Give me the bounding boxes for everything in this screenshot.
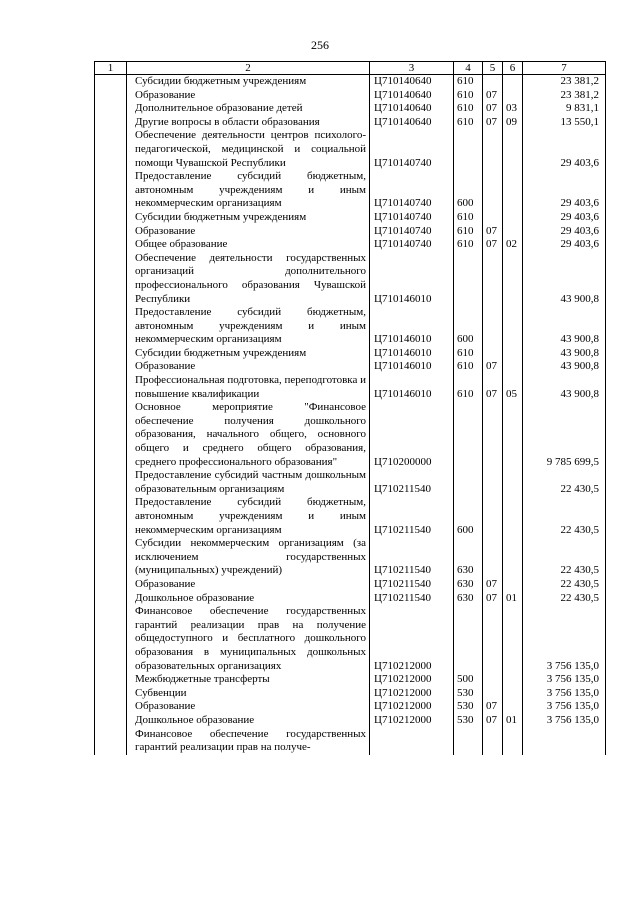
row-number-cell <box>95 592 127 606</box>
row-amount-cell: 22 430,5 <box>523 469 606 496</box>
row-name-cell: Предоставление субсидий бюджетным, автономным учреждениям и иным некоммерческим организациям <box>127 496 370 537</box>
row-amount-cell <box>523 728 606 755</box>
table-row <box>95 360 606 374</box>
row-name-cell: Субсидии бюджетным учреждениям <box>127 75 370 89</box>
row-section-cell: 07 <box>483 714 503 728</box>
row-expense-type-cell: 530 <box>454 700 483 714</box>
row-code-cell: Ц710146010 <box>370 374 454 401</box>
row-amount-cell: 29 403,6 <box>523 129 606 170</box>
row-number-cell <box>95 374 127 401</box>
row-number-cell <box>95 170 127 211</box>
row-expense-type-cell: 630 <box>454 592 483 606</box>
row-expense-type-cell <box>454 129 483 170</box>
row-subsection-cell: 05 <box>503 374 523 401</box>
row-number-cell <box>95 129 127 170</box>
row-section-cell: 07 <box>483 592 503 606</box>
row-name-cell: Финансовое обеспечение государственных гарантий реализации прав на получе- <box>127 728 370 755</box>
row-amount-cell: 29 403,6 <box>523 211 606 225</box>
row-name-cell: Образование <box>127 89 370 103</box>
row-expense-type-cell: 600 <box>454 306 483 347</box>
row-code-cell: Ц710211540 <box>370 496 454 537</box>
row-amount-cell: 3 756 135,0 <box>523 714 606 728</box>
row-section-cell <box>483 306 503 347</box>
column-header: 6 <box>503 62 523 75</box>
row-number-cell <box>95 211 127 225</box>
row-expense-type-cell <box>454 605 483 673</box>
row-subsection-cell: 09 <box>503 116 523 130</box>
row-expense-type-cell: 610 <box>454 211 483 225</box>
table-header <box>95 62 606 75</box>
row-number-cell <box>95 102 127 116</box>
row-amount-cell: 43 900,8 <box>523 347 606 361</box>
row-section-cell <box>483 673 503 687</box>
row-section-cell <box>483 75 503 89</box>
row-section-cell: 07 <box>483 89 503 103</box>
row-number-cell <box>95 306 127 347</box>
row-subsection-cell: 01 <box>503 714 523 728</box>
row-amount-cell: 3 756 135,0 <box>523 700 606 714</box>
row-expense-type-cell: 610 <box>454 238 483 252</box>
row-expense-type-cell <box>454 401 483 469</box>
table-row <box>95 75 606 89</box>
row-subsection-cell <box>503 129 523 170</box>
row-section-cell: 07 <box>483 360 503 374</box>
row-subsection-cell <box>503 469 523 496</box>
row-section-cell: 07 <box>483 116 503 130</box>
row-code-cell: Ц710140640 <box>370 116 454 130</box>
row-section-cell <box>483 129 503 170</box>
row-amount-cell: 9 831,1 <box>523 102 606 116</box>
row-subsection-cell <box>503 496 523 537</box>
row-code-cell <box>370 728 454 755</box>
table-row <box>95 469 606 496</box>
row-number-cell <box>95 605 127 673</box>
row-expense-type-cell: 610 <box>454 360 483 374</box>
row-amount-cell: 43 900,8 <box>523 374 606 401</box>
row-expense-type-cell: 610 <box>454 116 483 130</box>
table-row <box>95 687 606 701</box>
row-section-cell <box>483 170 503 211</box>
row-section-cell <box>483 687 503 701</box>
row-section-cell: 07 <box>483 238 503 252</box>
row-name-cell: Дополнительное образование детей <box>127 102 370 116</box>
row-name-cell: Субвенции <box>127 687 370 701</box>
row-number-cell <box>95 75 127 89</box>
row-subsection-cell: 02 <box>503 238 523 252</box>
row-number-cell <box>95 578 127 592</box>
row-number-cell <box>95 496 127 537</box>
row-expense-type-cell <box>454 728 483 755</box>
row-number-cell <box>95 700 127 714</box>
row-section-cell: 07 <box>483 578 503 592</box>
row-name-cell: Другие вопросы в области образования <box>127 116 370 130</box>
row-number-cell <box>95 728 127 755</box>
row-section-cell: 07 <box>483 225 503 239</box>
row-name-cell: Образование <box>127 225 370 239</box>
row-amount-cell: 29 403,6 <box>523 225 606 239</box>
row-subsection-cell <box>503 687 523 701</box>
row-section-cell <box>483 401 503 469</box>
row-name-cell: Субсидии бюджетным учреждениям <box>127 347 370 361</box>
row-expense-type-cell: 530 <box>454 714 483 728</box>
row-code-cell: Ц710140740 <box>370 170 454 211</box>
row-name-cell: Профессиональная подготовка, переподготовка и повышение квалификации <box>127 374 370 401</box>
table-row <box>95 170 606 211</box>
row-amount-cell: 23 381,2 <box>523 75 606 89</box>
row-name-cell: Основное мероприятие "Финансовое обеспечение получения дошкольного образования, начального общего, основного общего и среднего общего образования, среднего профессионального образования" <box>127 401 370 469</box>
row-number-cell <box>95 687 127 701</box>
row-expense-type-cell: 610 <box>454 102 483 116</box>
row-expense-type-cell: 630 <box>454 537 483 578</box>
row-section-cell <box>483 537 503 578</box>
budget-table <box>94 61 606 755</box>
table-row <box>95 700 606 714</box>
table-row <box>95 401 606 469</box>
row-expense-type-cell: 600 <box>454 170 483 211</box>
row-amount-cell: 43 900,8 <box>523 306 606 347</box>
row-subsection-cell <box>503 605 523 673</box>
row-number-cell <box>95 89 127 103</box>
row-code-cell: Ц710212000 <box>370 700 454 714</box>
row-expense-type-cell: 610 <box>454 225 483 239</box>
table-row <box>95 306 606 347</box>
row-expense-type-cell <box>454 469 483 496</box>
row-code-cell: Ц710211540 <box>370 592 454 606</box>
row-subsection-cell: 01 <box>503 592 523 606</box>
row-expense-type-cell: 630 <box>454 578 483 592</box>
column-header: 7 <box>523 62 606 75</box>
row-code-cell: Ц710200000 <box>370 401 454 469</box>
row-number-cell <box>95 469 127 496</box>
row-number-cell <box>95 714 127 728</box>
column-header: 2 <box>127 62 370 75</box>
table-row <box>95 252 606 306</box>
column-header: 5 <box>483 62 503 75</box>
row-name-cell: Обеспечение деятельности государственных организаций дополнительного профессионального образования Чувашской Республики <box>127 252 370 306</box>
row-code-cell: Ц710140640 <box>370 102 454 116</box>
row-section-cell <box>483 211 503 225</box>
row-section-cell <box>483 496 503 537</box>
row-amount-cell: 3 756 135,0 <box>523 687 606 701</box>
row-amount-cell: 23 381,2 <box>523 89 606 103</box>
row-code-cell: Ц710211540 <box>370 537 454 578</box>
table-row <box>95 89 606 103</box>
row-code-cell: Ц710140740 <box>370 211 454 225</box>
row-number-cell <box>95 673 127 687</box>
table-row <box>95 211 606 225</box>
row-number-cell <box>95 252 127 306</box>
row-amount-cell: 22 430,5 <box>523 592 606 606</box>
row-number-cell <box>95 116 127 130</box>
row-section-cell <box>483 252 503 306</box>
row-code-cell: Ц710140740 <box>370 238 454 252</box>
row-subsection-cell <box>503 211 523 225</box>
row-expense-type-cell: 610 <box>454 374 483 401</box>
row-name-cell: Межбюджетные трансферты <box>127 673 370 687</box>
row-subsection-cell <box>503 700 523 714</box>
row-subsection-cell <box>503 75 523 89</box>
row-name-cell: Общее образование <box>127 238 370 252</box>
row-subsection-cell <box>503 252 523 306</box>
row-code-cell: Ц710140640 <box>370 89 454 103</box>
row-code-cell: Ц710140740 <box>370 225 454 239</box>
row-amount-cell: 22 430,5 <box>523 537 606 578</box>
row-number-cell <box>95 225 127 239</box>
table-row <box>95 129 606 170</box>
table-row <box>95 714 606 728</box>
row-expense-type-cell: 500 <box>454 673 483 687</box>
row-expense-type-cell: 610 <box>454 347 483 361</box>
row-subsection-cell <box>503 673 523 687</box>
column-header: 3 <box>370 62 454 75</box>
table-row <box>95 374 606 401</box>
row-amount-cell: 9 785 699,5 <box>523 401 606 469</box>
row-code-cell: Ц710146010 <box>370 306 454 347</box>
row-name-cell: Дошкольное образование <box>127 592 370 606</box>
table-row <box>95 673 606 687</box>
row-expense-type-cell: 610 <box>454 89 483 103</box>
table-row <box>95 537 606 578</box>
row-subsection-cell <box>503 401 523 469</box>
row-code-cell: Ц710212000 <box>370 687 454 701</box>
row-code-cell: Ц710140740 <box>370 129 454 170</box>
row-subsection-cell <box>503 306 523 347</box>
row-subsection-cell <box>503 537 523 578</box>
row-number-cell <box>95 537 127 578</box>
row-amount-cell: 29 403,6 <box>523 238 606 252</box>
row-code-cell: Ц710146010 <box>370 252 454 306</box>
row-name-cell: Дошкольное образование <box>127 714 370 728</box>
table-row <box>95 102 606 116</box>
row-subsection-cell <box>503 360 523 374</box>
row-code-cell: Ц710140640 <box>370 75 454 89</box>
row-number-cell <box>95 401 127 469</box>
row-name-cell: Образование <box>127 700 370 714</box>
row-expense-type-cell <box>454 252 483 306</box>
row-number-cell <box>95 347 127 361</box>
row-section-cell: 07 <box>483 102 503 116</box>
row-amount-cell: 3 756 135,0 <box>523 673 606 687</box>
row-name-cell: Финансовое обеспечение государственных гарантий реализации прав на получение общедоступного и бесплатного дошкольного образования в муниципальных дошкольных образовательных организациях <box>127 605 370 673</box>
row-amount-cell: 22 430,5 <box>523 496 606 537</box>
row-section-cell <box>483 347 503 361</box>
table-body <box>95 75 606 755</box>
table-row <box>95 592 606 606</box>
table-row <box>95 225 606 239</box>
row-section-cell <box>483 728 503 755</box>
row-expense-type-cell: 530 <box>454 687 483 701</box>
row-number-cell <box>95 360 127 374</box>
row-name-cell: Обеспечение деятельности центров психолого-педагогической, медицинской и социальной помощи Чувашской Республики <box>127 129 370 170</box>
row-name-cell: Предоставление субсидий бюджетным, автономным учреждениям и иным некоммерческим организациям <box>127 306 370 347</box>
page-number: 256 <box>311 38 329 52</box>
row-subsection-cell <box>503 89 523 103</box>
row-name-cell: Субсидии бюджетным учреждениям <box>127 211 370 225</box>
row-name-cell: Образование <box>127 360 370 374</box>
row-subsection-cell <box>503 728 523 755</box>
table-row <box>95 347 606 361</box>
row-section-cell: 07 <box>483 374 503 401</box>
row-expense-type-cell: 610 <box>454 75 483 89</box>
table-row <box>95 238 606 252</box>
row-name-cell: Образование <box>127 578 370 592</box>
row-amount-cell: 22 430,5 <box>523 578 606 592</box>
row-code-cell: Ц710146010 <box>370 347 454 361</box>
row-subsection-cell: 03 <box>503 102 523 116</box>
table-row <box>95 578 606 592</box>
row-name-cell: Предоставление субсидий частным дошкольным образовательным организациям <box>127 469 370 496</box>
row-subsection-cell <box>503 170 523 211</box>
row-amount-cell: 13 550,1 <box>523 116 606 130</box>
row-section-cell <box>483 605 503 673</box>
row-number-cell <box>95 238 127 252</box>
row-code-cell: Ц710146010 <box>370 360 454 374</box>
row-section-cell <box>483 469 503 496</box>
row-code-cell: Ц710211540 <box>370 578 454 592</box>
row-name-cell: Предоставление субсидий бюджетным, автономным учреждениям и иным некоммерческим организациям <box>127 170 370 211</box>
column-header: 1 <box>95 62 127 75</box>
row-expense-type-cell: 600 <box>454 496 483 537</box>
row-subsection-cell <box>503 225 523 239</box>
row-subsection-cell <box>503 578 523 592</box>
table-row <box>95 605 606 673</box>
row-code-cell: Ц710211540 <box>370 469 454 496</box>
row-amount-cell: 29 403,6 <box>523 170 606 211</box>
table-row <box>95 496 606 537</box>
row-amount-cell: 43 900,8 <box>523 360 606 374</box>
row-code-cell: Ц710212000 <box>370 714 454 728</box>
row-code-cell: Ц710212000 <box>370 605 454 673</box>
row-subsection-cell <box>503 347 523 361</box>
row-amount-cell: 43 900,8 <box>523 252 606 306</box>
row-section-cell: 07 <box>483 700 503 714</box>
row-amount-cell: 3 756 135,0 <box>523 605 606 673</box>
row-code-cell: Ц710212000 <box>370 673 454 687</box>
column-header: 4 <box>454 62 483 75</box>
table-row <box>95 728 606 755</box>
table-row <box>95 116 606 130</box>
row-name-cell: Субсидии некоммерческим организациям (за исключением государственных (муниципальных) учреждений) <box>127 537 370 578</box>
